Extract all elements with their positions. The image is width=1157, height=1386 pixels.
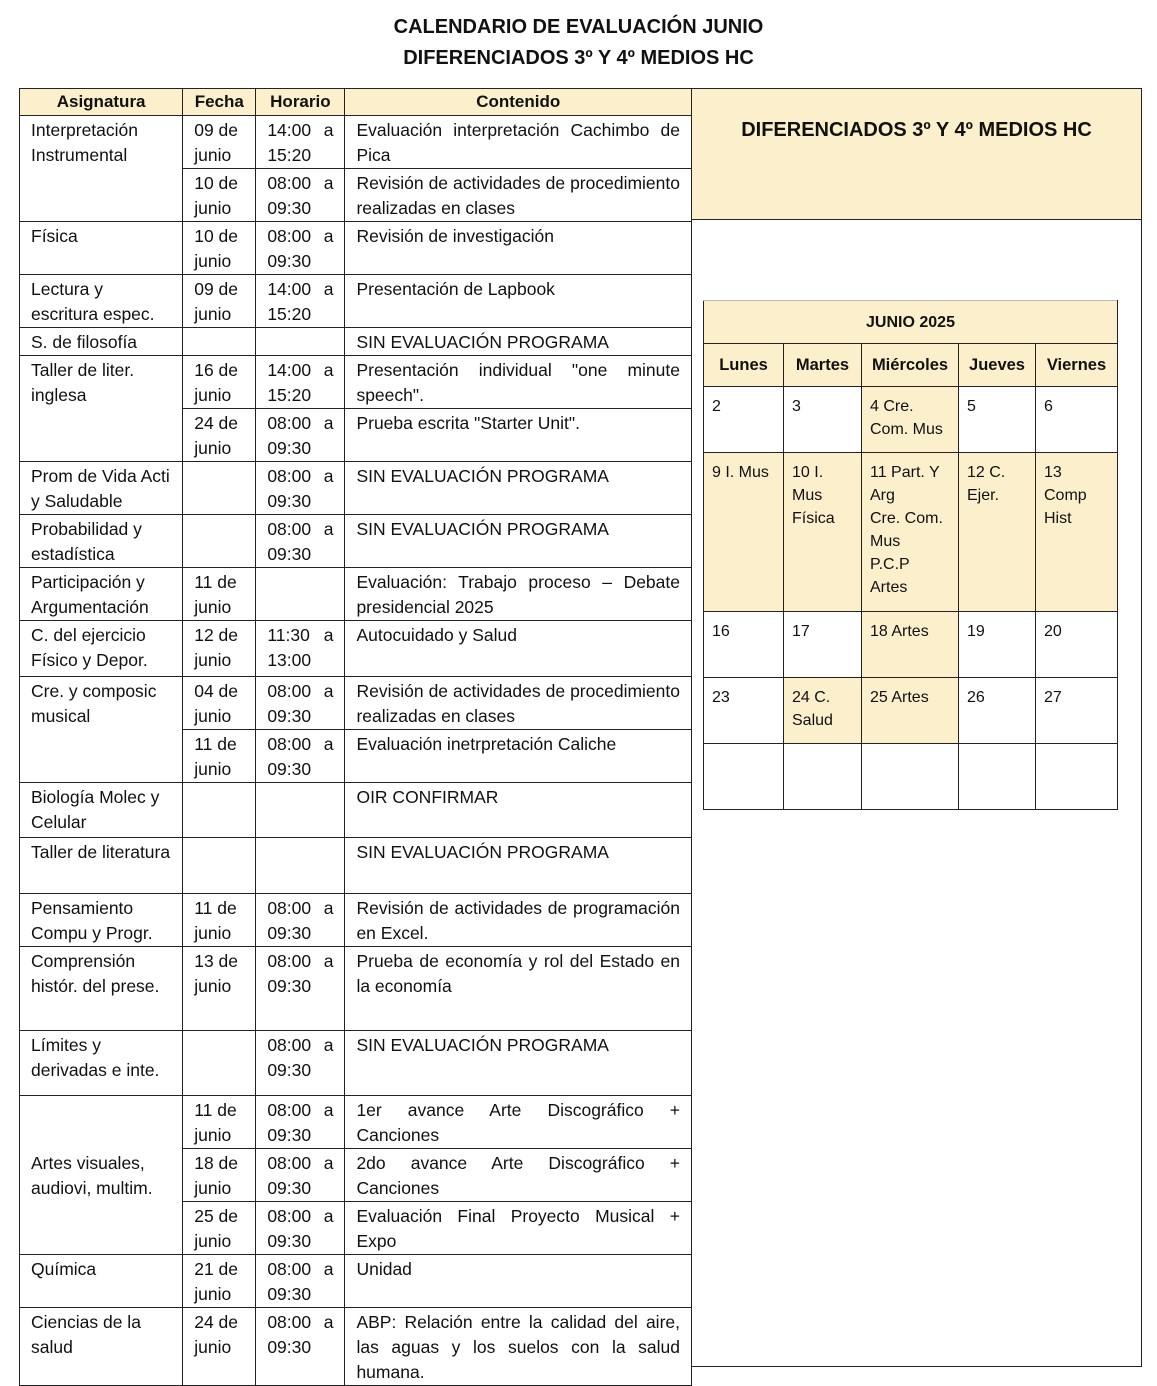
- cell-contenido: Prueba escrita "Starter Unit".: [345, 409, 692, 462]
- cell-horario: 08:00 a 09:30: [256, 515, 345, 568]
- cell-fecha: 09 de junio: [183, 275, 256, 328]
- cell-contenido: Evaluación: Trabajo proceso – Debate presidencial 2025: [345, 568, 692, 621]
- table-row: [20, 1096, 692, 1149]
- calendar-day: 3: [784, 387, 862, 453]
- cell-asignatura: Interpretación Instrumental: [20, 116, 183, 222]
- cell-horario: [256, 328, 345, 356]
- calendar-day: [959, 744, 1036, 810]
- right-panel-header: DIFERENCIADOS 3º Y 4º MEDIOS HC: [692, 89, 1141, 220]
- cell-asignatura: Cre. y composic musical: [20, 677, 183, 783]
- cell-asignatura: Taller de liter. inglesa: [20, 356, 183, 462]
- cell-fecha: [183, 838, 256, 894]
- cell-fecha: 10 de junio: [183, 169, 256, 222]
- cell-horario: 08:00 a 09:30: [256, 462, 345, 515]
- cell-asignatura: Taller de literatura: [20, 838, 183, 894]
- cell-contenido: SIN EVALUACIÓN PROGRAMA: [345, 462, 692, 515]
- table-header-row: [20, 89, 692, 116]
- cell-horario: 11:30 a 13:00: [256, 621, 345, 677]
- cell-contenido: 2do avance Arte Discográfico + Canciones: [345, 1149, 692, 1202]
- june-calendar: [703, 300, 1118, 810]
- table-row: [20, 116, 692, 169]
- calendar-day: 13 Comp Hist: [1036, 453, 1118, 612]
- cell-fecha: 11 de junio: [183, 568, 256, 621]
- cell-asignatura: Física: [20, 222, 183, 275]
- table-row: [20, 677, 692, 730]
- cell-fecha: 24 de junio: [183, 1308, 256, 1386]
- calendar-day-header: Lunes: [704, 344, 784, 387]
- cell-contenido: SIN EVALUACIÓN PROGRAMA: [345, 1031, 692, 1096]
- cell-horario: 08:00 a 09:30: [256, 1308, 345, 1386]
- calendar-day-header: Miércoles: [862, 344, 959, 387]
- calendar-day: 18 Artes: [862, 612, 959, 678]
- cell-fecha: 11 de junio: [183, 730, 256, 783]
- calendar-day: [1036, 744, 1118, 810]
- cell-horario: 14:00 a 15:20: [256, 275, 345, 328]
- calendar-day: 2: [704, 387, 784, 453]
- evaluation-table: [19, 88, 692, 1386]
- cell-fecha: 25 de junio: [183, 1202, 256, 1255]
- calendar-month-title: JUNIO 2025: [704, 301, 1118, 344]
- header-asignatura: Asignatura: [20, 89, 183, 116]
- table-row: [20, 838, 692, 894]
- cell-contenido: SIN EVALUACIÓN PROGRAMA: [345, 515, 692, 568]
- calendar-week: [704, 744, 1118, 810]
- cell-asignatura: Pensamiento Compu y Progr.: [20, 894, 183, 947]
- cell-fecha: [183, 783, 256, 838]
- calendar-day: 12 C. Ejer.: [959, 453, 1036, 612]
- calendar-day: [862, 744, 959, 810]
- calendar-day: 25 Artes: [862, 678, 959, 744]
- cell-contenido: OIR CONFIRMAR: [345, 783, 692, 838]
- table-row: [20, 275, 692, 328]
- cell-asignatura: Límites y derivadas e inte.: [20, 1031, 183, 1096]
- cell-fecha: 18 de junio: [183, 1149, 256, 1202]
- cell-asignatura: Prom de Vida Acti y Saludable: [20, 462, 183, 515]
- calendar-day: [784, 744, 862, 810]
- page-title: CALENDARIO DE EVALUACIÓN JUNIO: [393, 16, 764, 38]
- cell-fecha: 10 de junio: [183, 222, 256, 275]
- cell-horario: 08:00 a 09:30: [256, 169, 345, 222]
- calendar-day: 23: [704, 678, 784, 744]
- cell-contenido: Prueba de economía y rol del Estado en la economía: [345, 947, 692, 1031]
- calendar-day: 26: [959, 678, 1036, 744]
- cell-asignatura: Probabilidad y estadística: [20, 515, 183, 568]
- table-row: [20, 462, 692, 515]
- table-row: [20, 621, 692, 677]
- cell-contenido: Presentación individual "one minute speech".: [345, 356, 692, 409]
- calendar-day: 6: [1036, 387, 1118, 453]
- table-row: [20, 568, 692, 621]
- calendar-day: 9 I. Mus: [704, 453, 784, 612]
- cell-asignatura: C. del ejercicio Físico y Depor.: [20, 621, 183, 677]
- cell-contenido: Revisión de actividades de procedimiento realizadas en clases: [345, 677, 692, 730]
- cell-asignatura: Química: [20, 1255, 183, 1308]
- cell-contenido: Evaluación Final Proyecto Musical + Expo: [345, 1202, 692, 1255]
- cell-horario: 08:00 a 09:30: [256, 677, 345, 730]
- calendar-day: 19: [959, 612, 1036, 678]
- cell-fecha: 04 de junio: [183, 677, 256, 730]
- cell-asignatura: Ciencias de la salud: [20, 1308, 183, 1386]
- cell-contenido: Evaluación inetrpretación Caliche: [345, 730, 692, 783]
- cell-horario: 08:00 a 09:30: [256, 1096, 345, 1149]
- calendar-day: 4 Cre. Com. Mus: [862, 387, 959, 453]
- calendar-day: [704, 744, 784, 810]
- calendar-week: [704, 612, 1118, 678]
- cell-fecha: 21 de junio: [183, 1255, 256, 1308]
- cell-asignatura: Biología Molec y Celular: [20, 783, 183, 838]
- calendar-day-header: Viernes: [1036, 344, 1118, 387]
- header-contenido: Contenido: [345, 89, 692, 116]
- cell-contenido: Presentación de Lapbook: [345, 275, 692, 328]
- cell-contenido: ABP: Relación entre la calidad del aire, las aguas y los suelos con la salud humana.: [345, 1308, 692, 1386]
- cell-horario: 08:00 a 09:30: [256, 1255, 345, 1308]
- cell-horario: [256, 838, 345, 894]
- cell-fecha: 16 de junio: [183, 356, 256, 409]
- table-row: [20, 894, 692, 947]
- cell-contenido: Revisión de actividades de programación en Excel.: [345, 894, 692, 947]
- cell-horario: 08:00 a 09:30: [256, 894, 345, 947]
- cell-horario: 08:00 a 09:30: [256, 409, 345, 462]
- cell-contenido: 1er avance Arte Discográfico + Canciones: [345, 1096, 692, 1149]
- table-row: [20, 356, 692, 409]
- cell-contenido: Autocuidado y Salud: [345, 621, 692, 677]
- cell-contenido: Revisión de investigación: [345, 222, 692, 275]
- cell-fecha: 11 de junio: [183, 894, 256, 947]
- table-row: [20, 328, 692, 356]
- cell-fecha: [183, 462, 256, 515]
- calendar-day: 16: [704, 612, 784, 678]
- calendar-day: 10 I. Mus Física: [784, 453, 862, 612]
- cell-fecha: [183, 515, 256, 568]
- cell-horario: 08:00 a 09:30: [256, 1202, 345, 1255]
- header-horario: Horario: [256, 89, 345, 116]
- table-row: [20, 1031, 692, 1096]
- page-subtitle: DIFERENCIADOS 3º Y 4º MEDIOS HC: [403, 47, 754, 69]
- table-row: [20, 783, 692, 838]
- cell-fecha: 24 de junio: [183, 409, 256, 462]
- cell-asignatura: Participación y Argumentación: [20, 568, 183, 621]
- table-row: [20, 947, 692, 1031]
- calendar-week: [704, 387, 1118, 453]
- calendar-week: [704, 453, 1118, 612]
- calendar-day: 5: [959, 387, 1036, 453]
- calendar-day: 11 Part. Y Arg Cre. Com. Mus P.C.P Artes: [862, 453, 959, 612]
- cell-contenido: Evaluación interpretación Cachimbo de Pica: [345, 116, 692, 169]
- table-row: [20, 515, 692, 568]
- cell-asignatura: Comprensión histór. del prese.: [20, 947, 183, 1031]
- cell-fecha: 09 de junio: [183, 116, 256, 169]
- cell-contenido: Unidad: [345, 1255, 692, 1308]
- cell-horario: [256, 783, 345, 838]
- cell-fecha: 11 de junio: [183, 1096, 256, 1149]
- cell-horario: 08:00 a 09:30: [256, 1031, 345, 1096]
- cell-horario: 14:00 a 15:20: [256, 116, 345, 169]
- calendar-day-header: Martes: [784, 344, 862, 387]
- calendar-week: [704, 678, 1118, 744]
- cell-asignatura: S. de filosofía: [20, 328, 183, 356]
- cell-horario: 08:00 a 09:30: [256, 1149, 345, 1202]
- calendar-day: 17: [784, 612, 862, 678]
- cell-fecha: 13 de junio: [183, 947, 256, 1031]
- cell-contenido: Revisión de actividades de procedimiento realizadas en clases: [345, 169, 692, 222]
- table-row: [20, 1308, 692, 1386]
- cell-asignatura: Lectura y escritura espec.: [20, 275, 183, 328]
- table-row: [20, 1255, 692, 1308]
- cell-horario: [256, 568, 345, 621]
- calendar-day-header: Jueves: [959, 344, 1036, 387]
- cell-fecha: [183, 328, 256, 356]
- cell-contenido: SIN EVALUACIÓN PROGRAMA: [345, 328, 692, 356]
- cell-contenido: SIN EVALUACIÓN PROGRAMA: [345, 838, 692, 894]
- cell-fecha: 12 de junio: [183, 621, 256, 677]
- cell-asignatura: Artes visuales, audiovi, multim.: [20, 1096, 183, 1255]
- calendar-day: 27: [1036, 678, 1118, 744]
- cell-horario: 08:00 a 09:30: [256, 947, 345, 1031]
- cell-horario: 14:00 a 15:20: [256, 356, 345, 409]
- cell-horario: 08:00 a 09:30: [256, 730, 345, 783]
- table-row: [20, 222, 692, 275]
- cell-fecha: [183, 1031, 256, 1096]
- calendar-day: 24 C. Salud: [784, 678, 862, 744]
- header-fecha: Fecha: [183, 89, 256, 116]
- cell-horario: 08:00 a 09:30: [256, 222, 345, 275]
- calendar-day: 20: [1036, 612, 1118, 678]
